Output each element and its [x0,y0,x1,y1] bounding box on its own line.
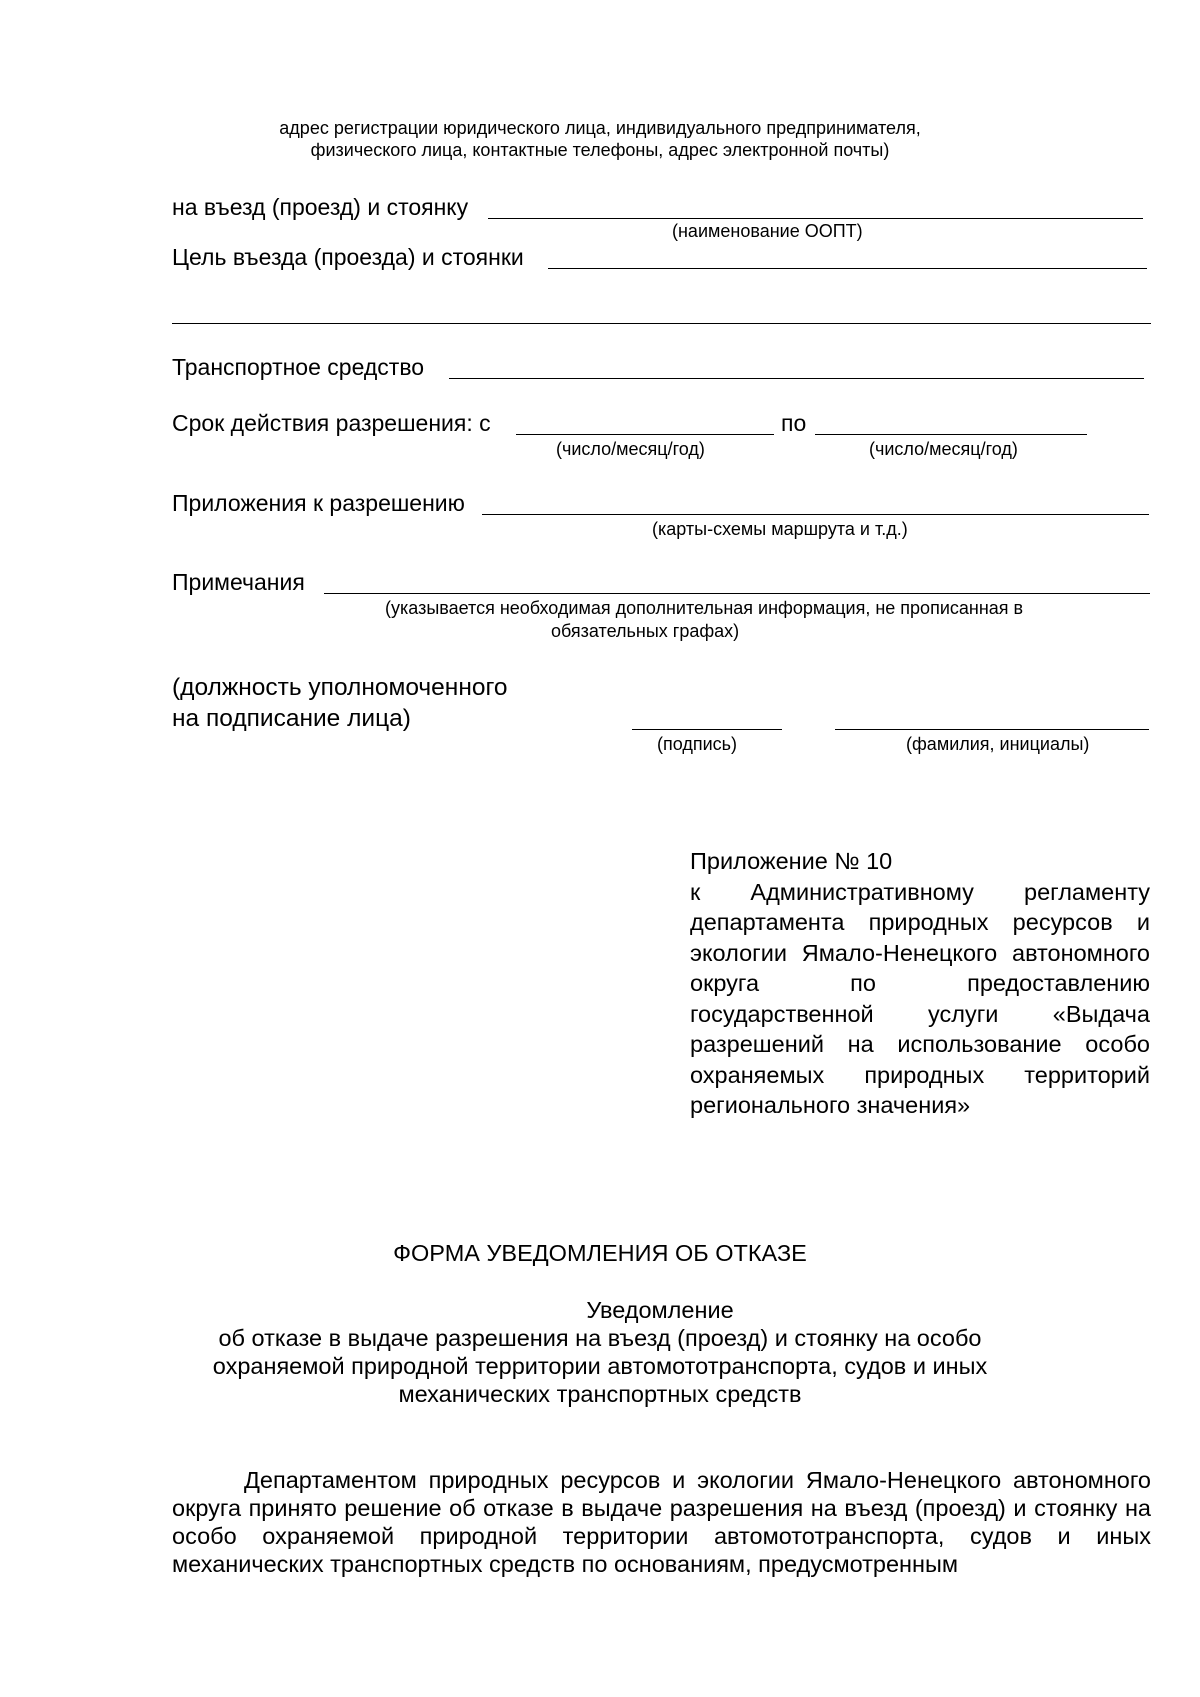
notes-line[interactable] [324,593,1150,594]
signatory-position-line-1: (должность уполномоченного [172,674,508,701]
appendix-block [690,846,1150,1121]
form-title: ФОРМА УВЕДОМЛЕНИЯ ОБ ОТКАЗЕ [393,1240,807,1266]
header-note-line-2: физического лица, контактные телефоны, адрес электронной почты) [310,140,890,160]
name-line[interactable] [835,729,1149,730]
entry-label: на въезд (проезд) и стоянку [172,194,469,220]
date-caption-from: (число/месяц/год) [556,439,705,459]
validity-label: Срок действия разрешения: с [172,410,491,436]
date-caption-to: (число/месяц/год) [869,439,1018,459]
signature-line[interactable] [632,729,782,730]
purpose-label: Цель въезда (проезда) и стоянки [172,244,524,270]
header-note-line-1: адрес регистрации юридического лица, индивидуального предпринимателя, [279,118,921,138]
appendix-title: Приложение № 10 [690,848,893,874]
validity-from-line[interactable] [516,434,774,435]
notice-heading: Уведомление [586,1297,734,1323]
attachments-line[interactable] [482,514,1149,515]
signature-caption: (подпись) [657,734,738,754]
entry-line[interactable] [488,218,1143,219]
notice-body: Департаментом природных ресурсов и экологии Ямало-Ненецкого автономного округа принято решение об отказе в выдаче разрешения на въезд (проезд) и стоянку на особо охраняемой природной территории автомототранспорта, судов и иных механических транспортных средств по основаниям, предусмотренным [172,1467,1151,1577]
validity-to-label: по [781,410,807,436]
vehicle-line[interactable] [449,378,1144,379]
notes-caption-line-1: (указывается необходимая дополнительная информация, не прописанная в [385,598,1024,618]
notice-subtitle: об отказе в выдаче разрешения на въезд (проезд) и стоянку на особо охраняемой природной территории автомототранспорта, судов и иных механических транспортных средств [212,1325,988,1407]
vehicle-label: Транспортное средство [172,354,425,380]
attachments-label: Приложения к разрешению [172,490,465,516]
name-caption: (фамилия, инициалы) [906,734,1090,754]
purpose-line-continuation[interactable] [172,323,1151,324]
notes-caption-line-2: обязательных графах) [551,621,740,641]
signatory-position-line-2: на подписание лица) [172,705,411,732]
validity-to-line[interactable] [815,434,1087,435]
entry-caption: (наименование ООПТ) [672,221,863,241]
appendix-text: к Административному регламенту департамента природных ресурсов и экологии Ямало-Ненецкого автономного округа по предоставлению государственной услуги «Выдача разрешений на использование особо охраняемых природных территорий регионального значения» [690,878,1150,1118]
purpose-line[interactable] [548,268,1147,269]
attachments-caption: (карты-схемы маршрута и т.д.) [652,519,908,539]
notes-label: Примечания [172,569,305,595]
